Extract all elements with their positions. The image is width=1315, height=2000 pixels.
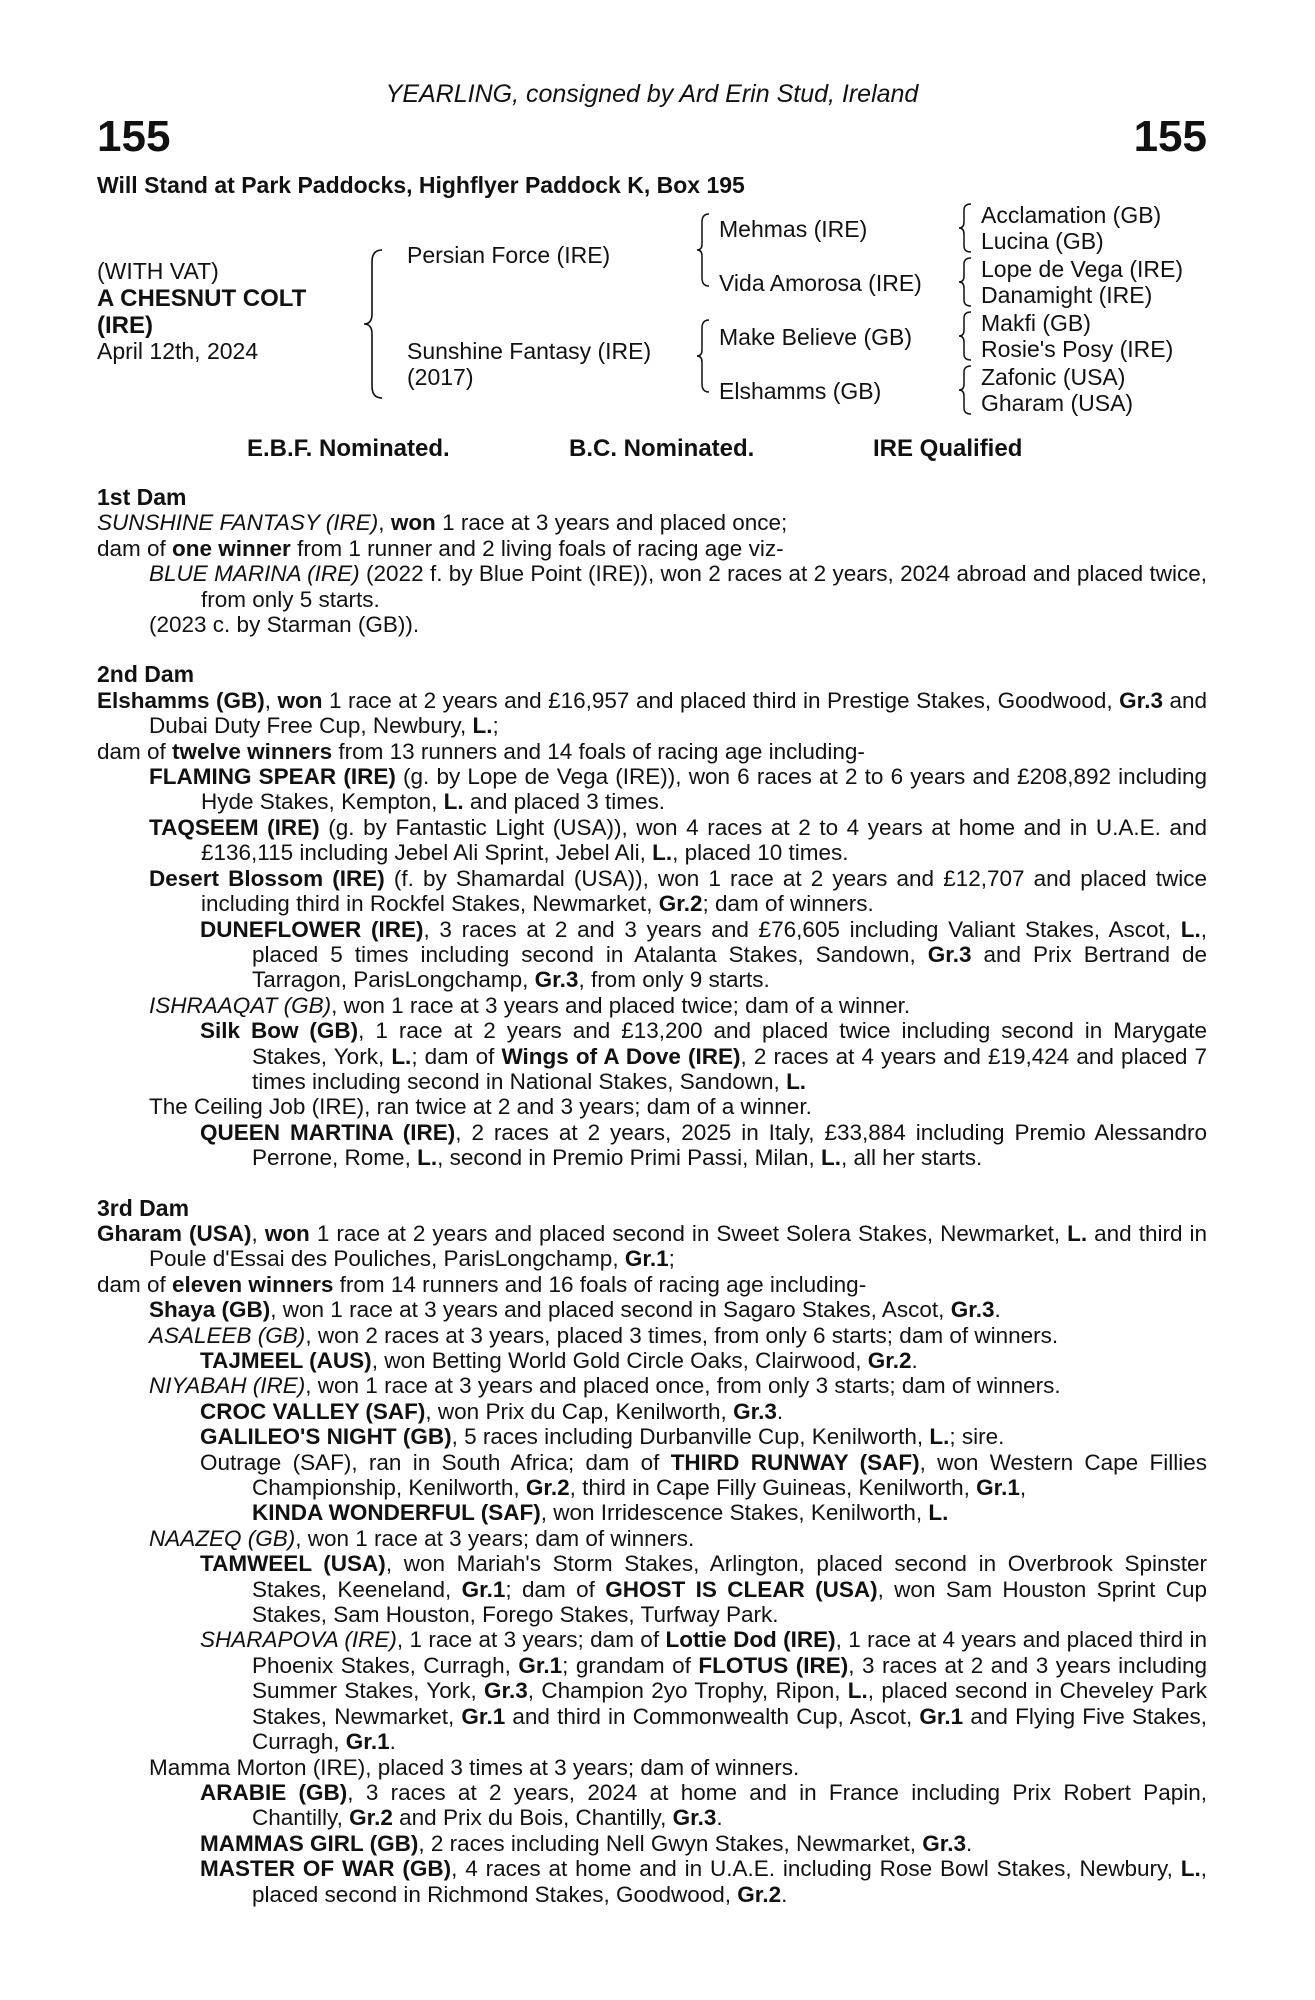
produce-arabie: ARABIE (GB), 3 races at 2 years, 2024 at home and in France including Prix Robert Papin, Chantilly, Gr.2 and Prix du Bois, Chantilly, Gr.3. [200,1779,1207,1831]
pedigree-sire-dam: Vida Amorosa (IRE) [719,270,922,296]
vat-label: (WITH VAT) [97,258,219,284]
pedigree-dd-dam: Gharam (USA) [981,390,1134,416]
foaling-date: April 12th, 2024 [97,338,259,364]
pedigree-brace-main [362,248,386,400]
catalogue-page [97,0,1207,2000]
ire-qualification: IRE Qualified [873,435,1023,462]
pedigree-sire-sire: Mehmas (IRE) [719,216,868,242]
produce-queen-martina: QUEEN MARTINA (IRE), 2 races at 2 years, 2025 in Italy, £33,884 including Premio Alessandro Perrone, Rome, L., second in Premio Primi Passi, Milan, L., all her starts. [200,1119,1207,1171]
lot-number-right: 155 [1133,112,1207,161]
produce-ishraaqat: ISHRAAQAT (GB), won 1 race at 3 years and placed twice; dam of a winner. [149,992,911,1018]
bc-nomination: B.C. Nominated. [569,435,755,462]
produce-master-of-war: MASTER OF WAR (GB), 4 races at home and in U.A.E. including Rose Bowl Stakes, Newbury, L., placed second in Richmond Stakes, Goodwood, Gr.2. [200,1856,1207,1907]
pedigree-ds-dam: Rosie's Posy (IRE) [981,336,1174,362]
stand-location: Will Stand at Park Paddocks, Highflyer Paddock K, Box 195 [97,172,745,198]
produce-record [97,485,1207,1907]
pedigree-brace-sire [695,212,711,288]
pedigree-ss-dam: Lucina (GB) [981,228,1104,254]
third-dam-summary: dam of eleven winners from 14 runners and 16 foals of racing age including- [97,1271,867,1297]
produce-desert-blossom: Desert Blossom (IRE) (f. by Shamardal (USA)), won 1 race at 2 years and £12,707 and placed twice including third in Rockfel Stakes, Newmarket, Gr.2; dam of winners. [149,865,1207,917]
pedigree-ss-sire: Acclamation (GB) [981,202,1162,228]
pedigree-sire: Persian Force (IRE) [407,242,611,268]
produce-naazeq: NAAZEQ (GB), won 1 race at 3 years; dam of winners. [149,1525,695,1551]
produce-taqseem: TAQSEEM (IRE) (g. by Fantastic Light (USA)), won 4 races at 2 to 4 years at home and in U.A.E. and £136,115 including Jebel Ali Sprint, Jebel Ali, L., placed 10 times. [149,814,1207,866]
produce-sharapova: SHARAPOVA (IRE), 1 race at 3 years; dam of Lottie Dod (IRE), 1 race at 4 years and placed third in Phoenix Stakes, Curragh, Gr.1; grandam of FLOTUS (IRE), 3 races at 2 and 3 years including Summer Stakes, York, Gr.3, Champion 2yo Trophy, Ripon, L., placed second in Cheveley Park Stakes, Newmarket, Gr.1 and third in Commonwealth Cup, Ascot, Gr.1 and Flying Five Stakes, Curragh, Gr.1. [200,1627,1208,1755]
third-dam-entry: Gharam (USA), won 1 race at 2 years and placed second in Sweet Solera Stakes, Newmarket, L. and third in Poule d'Essai des Pouliches, ParisLongchamp, Gr.1; [97,1220,1207,1272]
pedigree-dam-sire: Make Believe (GB) [719,324,913,350]
produce-croc-valley: CROC VALLEY (SAF), won Prix du Cap, Kenilworth, Gr.3. [200,1398,784,1424]
pedigree-brace-dam [695,318,711,394]
produce-shaya: Shaya (GB), won 1 race at 3 years and placed second in Sagaro Stakes, Ascot, Gr.3. [149,1297,1001,1323]
pedigree-brace-dd [957,364,973,416]
produce-niyabah: NIYABAH (IRE), won 1 race at 3 years and placed once, from only 3 starts; dam of winners. [149,1373,1061,1399]
pedigree-dam-year: (2017) [407,364,474,390]
horse-name-line2: (IRE) [97,312,153,339]
pedigree-sd-dam: Danamight (IRE) [981,282,1153,308]
pedigree-ds-sire: Makfi (GB) [981,310,1091,336]
produce-flaming-spear: FLAMING SPEAR (IRE) (g. by Lope de Vega (IRE)), won 6 races at 2 to 6 years and £208,892 including Hyde Stakes, Kempton, L. and placed 3 times. [149,764,1207,815]
pedigree-sd-sire: Lope de Vega (IRE) [981,256,1184,282]
horse-name-line1: A CHESNUT COLT [97,285,307,312]
pedigree-dam: Sunshine Fantasy (IRE) [407,338,652,364]
third-dam-heading: 3rd Dam [97,1194,190,1221]
produce-silk-bow: Silk Bow (GB), 1 race at 2 years and £13,200 and placed twice including second in Marygate Stakes, York, L.; dam of Wings of A Dove (IRE), 2 races at 4 years and £19,424 and placed 7 times including second in National Stakes, Sandown, L. [200,1018,1207,1094]
second-dam-entry: Elshamms (GB), won 1 race at 2 years and £16,957 and placed third in Prestige Stakes, Goodwood, Gr.3 and Dubai Duty Free Cup, Newbury, L.; [97,687,1207,739]
produce-ceiling-job: The Ceiling Job (IRE), ran twice at 2 and 3 years; dam of a winner. [149,1094,812,1120]
ebf-nomination: E.B.F. Nominated. [247,435,450,462]
lot-number-left: 155 [97,112,171,161]
first-dam-summary: dam of one winner from 1 runner and 2 living foals of racing age viz- [97,535,784,561]
produce-galileos-night: GALILEO'S NIGHT (GB), 5 races including Durbanville Cup, Kenilworth, L.; sire. [200,1424,1005,1450]
produce-tamweel: TAMWEEL (USA), won Mariah's Storm Stakes, Arlington, placed second in Overbrook Spinster Stakes, Keeneland, Gr.1; dam of GHOST IS CLEAR (USA), won Sam Houston Sprint Cup Stakes, Sam Houston, Forego Stakes, Turfway Park. [200,1551,1208,1628]
produce-blue-marina: BLUE MARINA (IRE) (2022 f. by Blue Point (IRE)), won 2 races at 2 years, 2024 abroad and placed twice, from only 5 starts. [149,561,1207,612]
consignor-line: YEARLING, consigned by Ard Erin Stud, Ireland [385,80,919,108]
pedigree-brace-ss [957,202,973,254]
second-dam-heading: 2nd Dam [97,661,195,688]
first-dam-heading: 1st Dam [97,484,187,510]
horse-name [97,285,306,339]
produce-outrage: Outrage (SAF), ran in South Africa; dam of THIRD RUNWAY (SAF), won Western Cape Fillies Championship, Kenilworth, Gr.2, third in Cape Filly Guineas, Kenilworth, Gr.1, KINDA WONDERFUL (SAF), won Irridescence Stakes, Kenilworth, L. [200,1449,1208,1526]
pedigree-dam-dam: Elshamms (GB) [719,378,882,404]
pedigree-brace-sd [957,256,973,308]
produce-tajmeel: TAJMEEL (AUS), won Betting World Gold Circle Oaks, Clairwood, Gr.2. [200,1348,918,1373]
produce-2023-colt: (2023 c. by Starman (GB)). [149,612,420,638]
first-dam-entry: SUNSHINE FANTASY (IRE), won 1 race at 3 years and placed once; [97,510,788,536]
second-dam-summary: dam of twelve winners from 13 runners and 14 foals of racing age including- [97,738,865,764]
pedigree-dd-sire: Zafonic (USA) [981,364,1126,390]
produce-duneflower: DUNEFLOWER (IRE), 3 races at 2 and 3 years and £76,605 including Valiant Stakes, Ascot, L., placed 5 times including second in Atalanta Stakes, Sandown, Gr.3 and Prix Bertrand de Tarragon, ParisLongchamp, Gr.3, from only 9 starts. [200,916,1207,993]
produce-mamma-morton: Mamma Morton (IRE), placed 3 times at 3 years; dam of winners. [149,1754,800,1780]
pedigree-brace-ds [957,310,973,362]
produce-asaleeb: ASALEEB (GB), won 2 races at 3 years, placed 3 times, from only 6 starts; dam of winners. [149,1322,1059,1348]
produce-mammas-girl: MAMMAS GIRL (GB), 2 races including Nell Gwyn Stakes, Newmarket, Gr.3. [200,1830,973,1856]
